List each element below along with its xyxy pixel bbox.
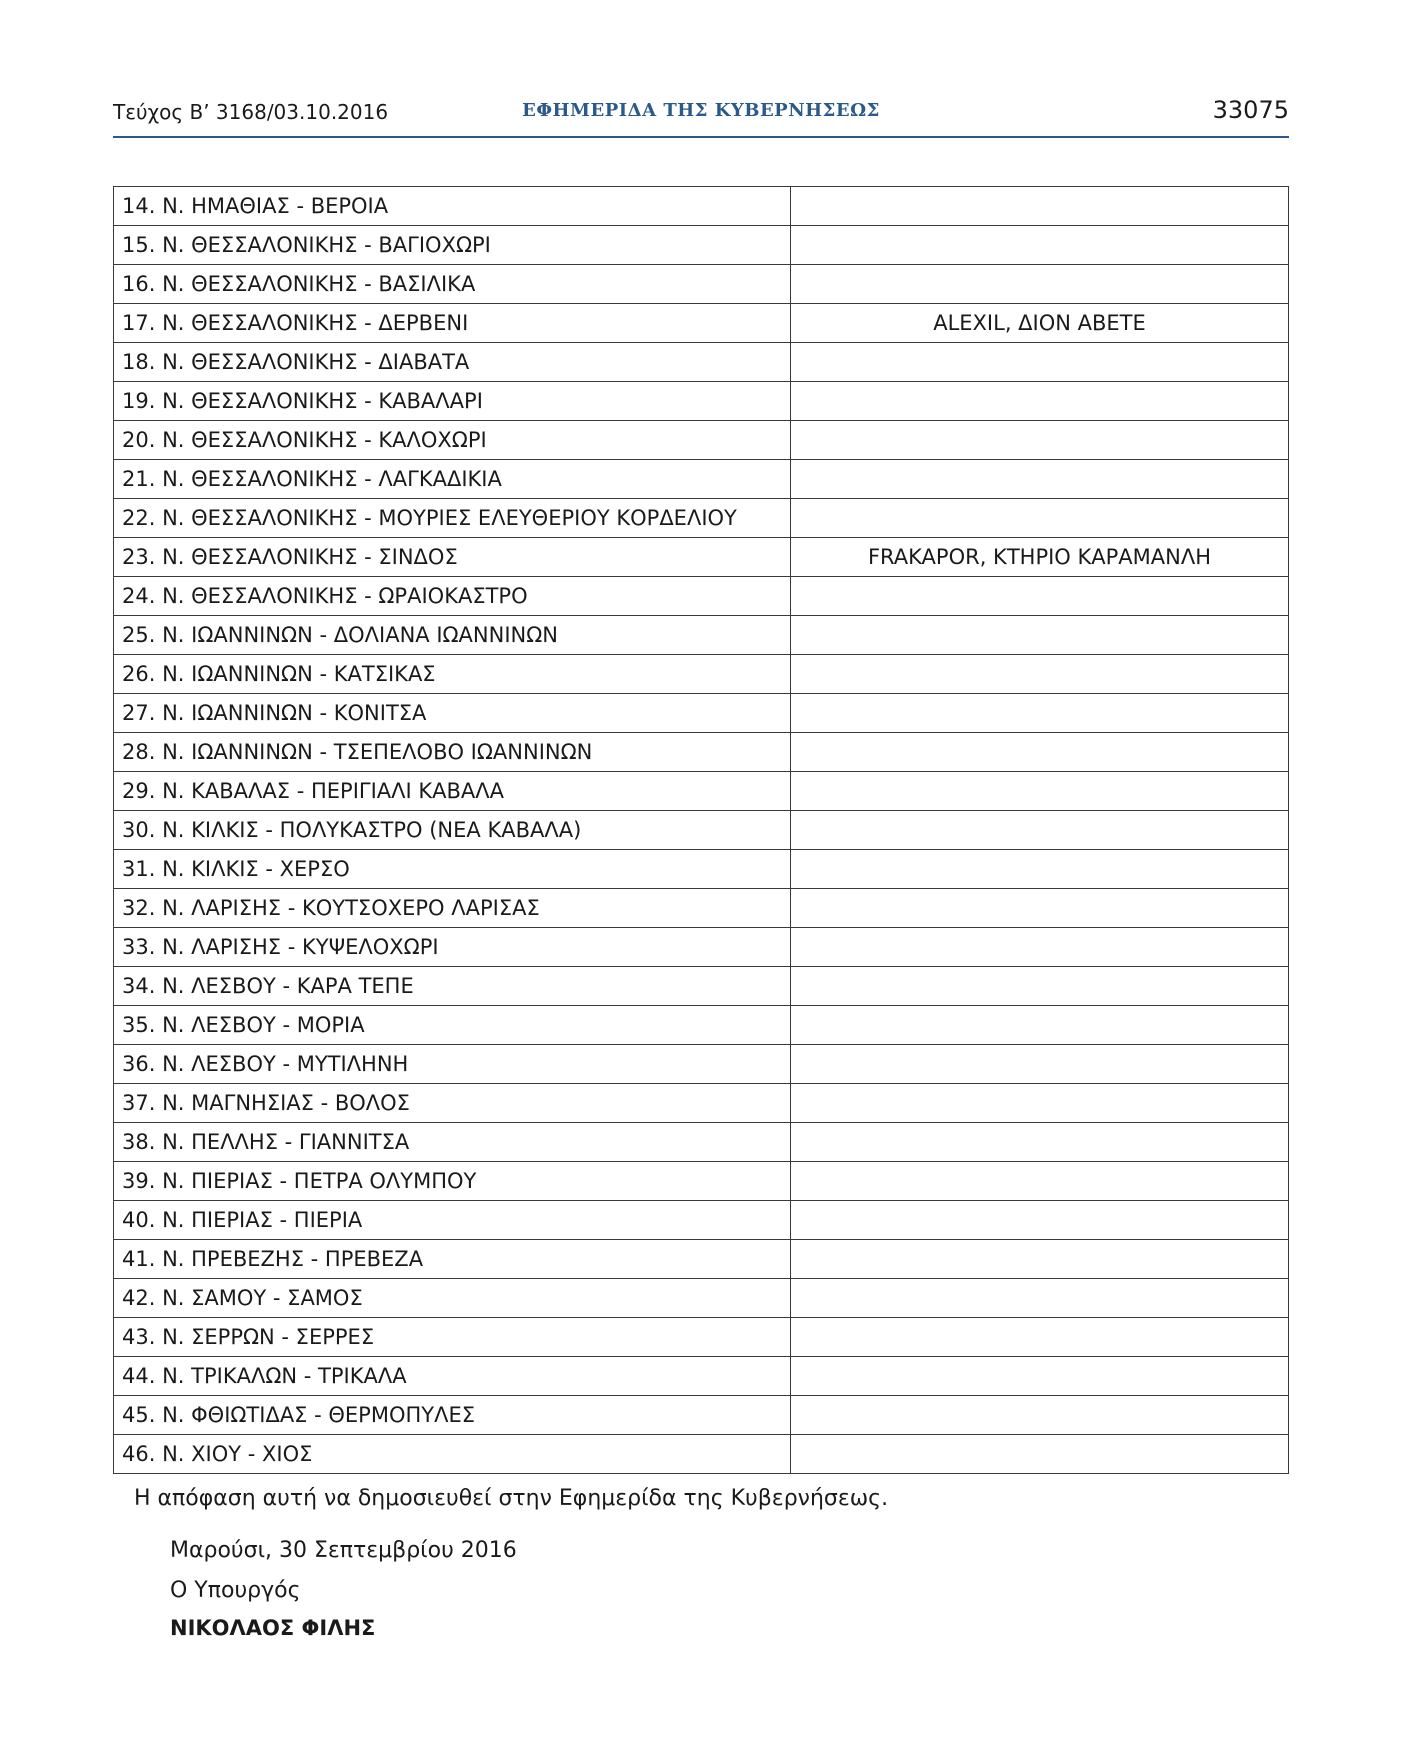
notes-cell	[791, 499, 1289, 538]
location-cell: 31. Ν. ΚΙΛΚΙΣ - ΧΕΡΣΟ	[114, 850, 791, 889]
location-cell: 42. Ν. ΣΑΜΟΥ - ΣΑΜΟΣ	[114, 1279, 791, 1318]
location-cell: 38. Ν. ΠΕΛΛΗΣ - ΓΙΑΝΝΙΤΣΑ	[114, 1123, 791, 1162]
location-cell: 34. Ν. ΛΕΣΒΟΥ - ΚΑΡΑ ΤΕΠΕ	[114, 967, 791, 1006]
notes-cell	[791, 1201, 1289, 1240]
table-row	[114, 304, 1289, 343]
table-row	[114, 616, 1289, 655]
locations-table	[113, 186, 1289, 1474]
page-number: 33075	[1212, 96, 1289, 124]
notes-cell	[791, 577, 1289, 616]
notes-cell	[791, 1123, 1289, 1162]
notes-cell	[791, 850, 1289, 889]
signer-role: Ο Υπουργός	[170, 1578, 301, 1603]
notes-cell	[791, 655, 1289, 694]
table-row	[114, 1396, 1289, 1435]
page-header	[113, 96, 1289, 138]
table-row	[114, 1006, 1289, 1045]
table-row	[114, 733, 1289, 772]
table-row	[114, 382, 1289, 421]
table-row	[114, 811, 1289, 850]
location-cell: 43. Ν. ΣΕΡΡΩΝ - ΣΕΡΡΕΣ	[114, 1318, 791, 1357]
table-row	[114, 850, 1289, 889]
notes-cell	[791, 694, 1289, 733]
table-row	[114, 928, 1289, 967]
notes-cell	[791, 1357, 1289, 1396]
location-cell: 22. Ν. ΘΕΣΣΑΛΟΝΙΚΗΣ - ΜΟΥΡΙΕΣ ΕΛΕΥΘΕΡΙΟΥ ΚΟΡΔΕΛΙΟΥ	[114, 499, 791, 538]
notes-cell	[791, 928, 1289, 967]
table-row	[114, 1357, 1289, 1396]
table-row	[114, 499, 1289, 538]
location-cell: 32. Ν. ΛΑΡΙΣΗΣ - ΚΟΥΤΣΟΧΕΡΟ ΛΑΡΙΣΑΣ	[114, 889, 791, 928]
location-cell: 39. Ν. ΠΙΕΡΙΑΣ - ΠΕΤΡΑ ΟΛΥΜΠΟΥ	[114, 1162, 791, 1201]
table-row	[114, 967, 1289, 1006]
notes-cell	[791, 967, 1289, 1006]
location-cell: 21. Ν. ΘΕΣΣΑΛΟΝΙΚΗΣ - ΛΑΓΚΑΔΙΚΙΑ	[114, 460, 791, 499]
gazette-title: ΕΦΗΜΕΡΙΔΑ ΤΗΣ ΚΥΒΕΡΝΗΣΕΩΣ	[522, 100, 880, 121]
location-cell: 36. Ν. ΛΕΣΒΟΥ - ΜΥΤΙΛΗΝΗ	[114, 1045, 791, 1084]
table-row	[114, 1162, 1289, 1201]
notes-cell	[791, 460, 1289, 499]
notes-cell	[791, 382, 1289, 421]
location-cell: 15. Ν. ΘΕΣΣΑΛΟΝΙΚΗΣ - ΒΑΓΙΟΧΩΡΙ	[114, 226, 791, 265]
location-cell: 33. Ν. ΛΑΡΙΣΗΣ - ΚΥΨΕΛΟΧΩΡΙ	[114, 928, 791, 967]
notes-cell	[791, 421, 1289, 460]
notes-cell	[791, 1240, 1289, 1279]
signer-name: ΝΙΚΟΛΑΟΣ ΦΙΛΗΣ	[170, 1616, 376, 1640]
location-cell: 35. Ν. ΛΕΣΒΟΥ - ΜΟΡΙΑ	[114, 1006, 791, 1045]
table-row	[114, 1045, 1289, 1084]
notes-cell	[791, 616, 1289, 655]
table-row	[114, 226, 1289, 265]
location-cell: 24. Ν. ΘΕΣΣΑΛΟΝΙΚΗΣ - ΩΡΑΙΟΚΑΣΤΡΟ	[114, 577, 791, 616]
location-cell: 16. Ν. ΘΕΣΣΑΛΟΝΙΚΗΣ - ΒΑΣΙΛΙΚΑ	[114, 265, 791, 304]
location-cell: 46. Ν. ΧΙΟΥ - ΧΙΟΣ	[114, 1435, 791, 1474]
notes-cell	[791, 889, 1289, 928]
table-row	[114, 1123, 1289, 1162]
table-row	[114, 1279, 1289, 1318]
notes-cell	[791, 1006, 1289, 1045]
table-row	[114, 772, 1289, 811]
table-row	[114, 265, 1289, 304]
location-cell: 44. Ν. ΤΡΙΚΑΛΩΝ - ΤΡΙΚΑΛΑ	[114, 1357, 791, 1396]
notes-cell	[791, 1162, 1289, 1201]
notes-cell	[791, 772, 1289, 811]
table-row	[114, 343, 1289, 382]
notes-cell	[791, 733, 1289, 772]
notes-cell	[791, 1045, 1289, 1084]
location-cell: 37. Ν. ΜΑΓΝΗΣΙΑΣ - ΒΟΛΟΣ	[114, 1084, 791, 1123]
location-cell: 18. Ν. ΘΕΣΣΑΛΟΝΙΚΗΣ - ΔΙΑΒΑΤΑ	[114, 343, 791, 382]
table-row	[114, 1318, 1289, 1357]
issue-reference: Τεύχος Β’ 3168/03.10.2016	[113, 100, 389, 124]
location-cell: 17. Ν. ΘΕΣΣΑΛΟΝΙΚΗΣ - ΔΕΡΒΕΝΙ	[114, 304, 791, 343]
location-cell: 26. Ν. ΙΩΑΝΝΙΝΩΝ - ΚΑΤΣΙΚΑΣ	[114, 655, 791, 694]
location-cell: 45. Ν. ΦΘΙΩΤΙΔΑΣ - ΘΕΡΜΟΠΥΛΕΣ	[114, 1396, 791, 1435]
table-row	[114, 538, 1289, 577]
place-date: Μαρούσι, 30 Σεπτεμβρίου 2016	[170, 1538, 517, 1563]
table-row	[114, 1240, 1289, 1279]
publication-note: Η απόφαση αυτή να δημοσιευθεί στην Εφημερίδα της Κυβερνήσεως.	[134, 1486, 889, 1511]
location-cell: 30. Ν. ΚΙΛΚΙΣ - ΠΟΛΥΚΑΣΤΡΟ (ΝΕΑ ΚΑΒΑΛΑ)	[114, 811, 791, 850]
table-row	[114, 1435, 1289, 1474]
table-row	[114, 577, 1289, 616]
notes-cell	[791, 811, 1289, 850]
location-cell: 25. Ν. ΙΩΑΝΝΙΝΩΝ - ΔΟΛΙΑΝΑ ΙΩΑΝΝΙΝΩΝ	[114, 616, 791, 655]
location-cell: 20. Ν. ΘΕΣΣΑΛΟΝΙΚΗΣ - ΚΑΛΟΧΩΡΙ	[114, 421, 791, 460]
location-cell: 23. Ν. ΘΕΣΣΑΛΟΝΙΚΗΣ - ΣΙΝΔΟΣ	[114, 538, 791, 577]
location-cell: 29. Ν. ΚΑΒΑΛΑΣ - ΠΕΡΙΓΙΑΛΙ ΚΑΒΑΛΑ	[114, 772, 791, 811]
locations-table-body	[114, 187, 1289, 1474]
notes-cell	[791, 187, 1289, 226]
location-cell: 41. Ν. ΠΡΕΒΕΖΗΣ - ΠΡΕΒΕΖΑ	[114, 1240, 791, 1279]
notes-cell: ALEXIL, ΔΙΟΝ ΑΒΕΤΕ	[791, 304, 1289, 343]
table-row	[114, 421, 1289, 460]
location-cell: 27. Ν. ΙΩΑΝΝΙΝΩΝ - ΚΟΝΙΤΣΑ	[114, 694, 791, 733]
table-row	[114, 187, 1289, 226]
notes-cell	[791, 1318, 1289, 1357]
location-cell: 40. Ν. ΠΙΕΡΙΑΣ - ΠΙΕΡΙΑ	[114, 1201, 791, 1240]
notes-cell	[791, 265, 1289, 304]
notes-cell	[791, 343, 1289, 382]
table-row	[114, 1084, 1289, 1123]
table-row	[114, 694, 1289, 733]
table-row	[114, 1201, 1289, 1240]
table-row	[114, 655, 1289, 694]
notes-cell	[791, 226, 1289, 265]
location-cell: 14. Ν. ΗΜΑΘΙΑΣ - ΒΕΡΟΙΑ	[114, 187, 791, 226]
table-row	[114, 460, 1289, 499]
location-cell: 28. Ν. ΙΩΑΝΝΙΝΩΝ - ΤΣΕΠΕΛΟΒΟ ΙΩΑΝΝΙΝΩΝ	[114, 733, 791, 772]
table-row	[114, 889, 1289, 928]
notes-cell	[791, 1279, 1289, 1318]
location-cell: 19. Ν. ΘΕΣΣΑΛΟΝΙΚΗΣ - ΚΑΒΑΛΑΡΙ	[114, 382, 791, 421]
notes-cell: FRAKAPOR, ΚΤΗΡΙΟ ΚΑΡΑΜΑΝΛΗ	[791, 538, 1289, 577]
notes-cell	[791, 1435, 1289, 1474]
notes-cell	[791, 1396, 1289, 1435]
notes-cell	[791, 1084, 1289, 1123]
